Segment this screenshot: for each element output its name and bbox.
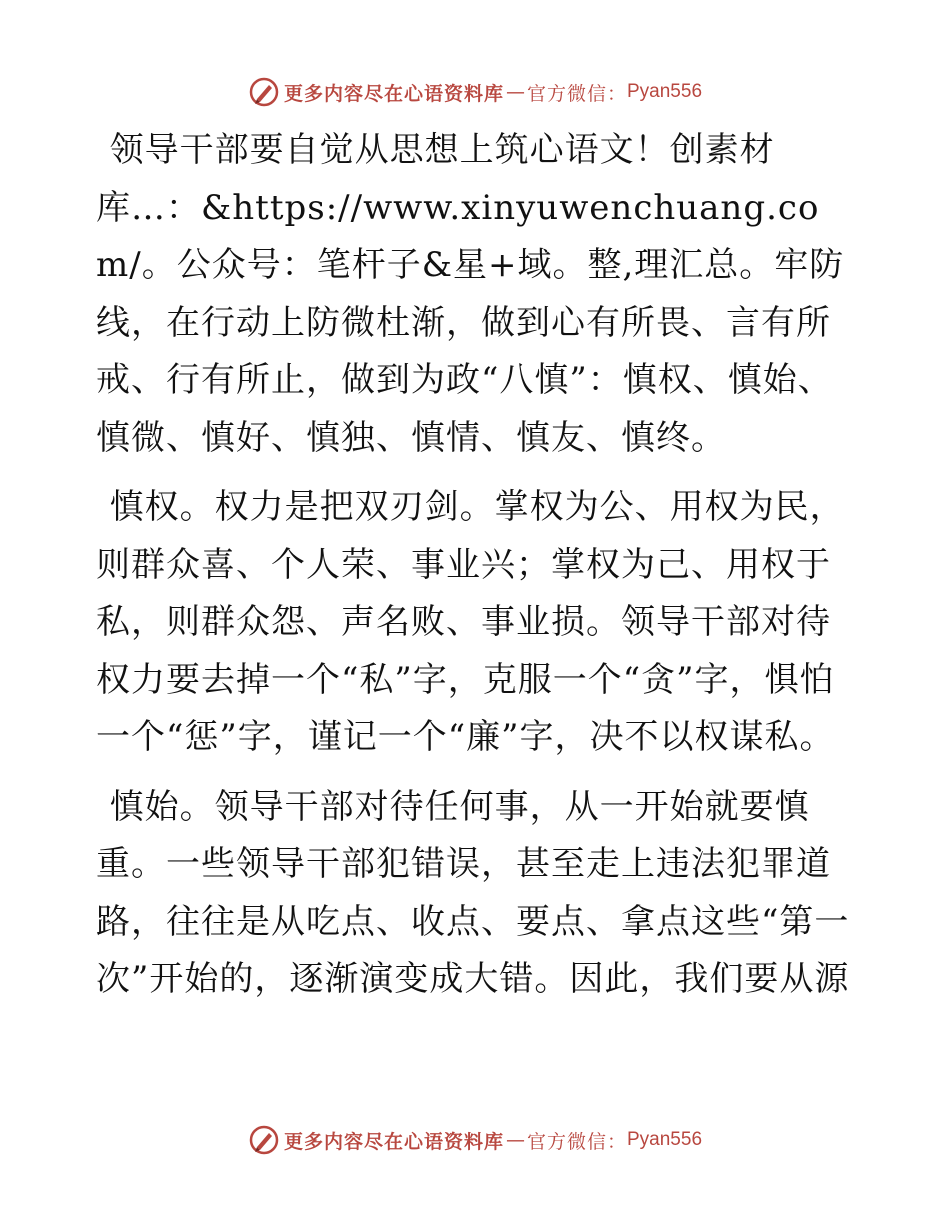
header-dash: —: [505, 81, 525, 103]
header-wechat-label: 官方微信：: [526, 82, 627, 105]
header-slogan: 更多内容尽在心语资料库: [283, 82, 504, 105]
pen-logo-icon: [248, 1124, 280, 1156]
footer-wechat-label: 官方微信：: [526, 1130, 627, 1153]
paragraph-shen-quan: 慎权。权力是把双刃剑。掌权为公、用权为民，则群众喜、个人荣、事业兴；掌权为己、用权于私，则群众怨、声名败、事业损。领导干部对待权力要去掉一个“私”字，克服一个“贪”字，惧怕一个“惩”字，谨记一个“廉”字，决不以权谋私。: [96, 487, 845, 757]
header-wechat-id: Pyan556: [627, 81, 703, 102]
footer-wechat-id: Pyan556: [627, 1129, 703, 1150]
footer-banner: [0, 1120, 950, 1160]
document-body: [96, 122, 856, 1021]
footer-slogan: 更多内容尽在心语资料库: [283, 1130, 504, 1153]
paragraph-intro: 领导干部要自觉从思想上筑心语文！创素材库…：&https://www.xinyuwenchuang.com/。公众号：笔杆子&星+域。整,理汇总。牢防线，在行动上防微杜渐，做到心有所畏、言有所戒、行有所止，做到为政“八慎”：慎权、慎始、慎微、慎好、慎独、慎情、慎友、慎终。: [96, 130, 845, 458]
paragraph-shen-shi: 慎始。领导干部对待任何事，从一开始就要慎重。一些领导干部犯错误，甚至走上违法犯罪道路，往往是从吃点、收点、要点、拿点这些“第一次”开始的，逐渐演变成大错。因此，我们要从源: [96, 786, 850, 999]
header-banner: [0, 72, 950, 112]
pen-logo-icon: [248, 76, 280, 108]
footer-dash: —: [505, 1129, 525, 1151]
